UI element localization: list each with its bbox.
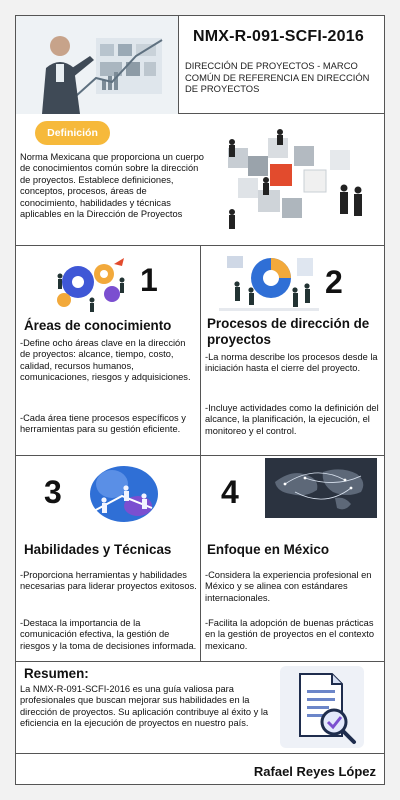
infographic-sheet [15, 15, 385, 785]
sections-row-1 [16, 246, 384, 456]
header-business-image [16, 16, 178, 113]
summary-title: Resumen: [24, 666, 89, 681]
section-2-number: 2 [325, 264, 343, 300]
section-3-cell [16, 456, 200, 661]
world-network-image [265, 458, 377, 518]
gears-team-icon [52, 256, 132, 312]
section-2-title: Procesos de dirección de proyectos [207, 316, 370, 347]
section-1-paragraph-1: -Define ocho áreas clave en la dirección de proyectos: alcance, tiempo, costo, calidad, recursos humanos, comunicaciones, riesgos y adquisiciones. [20, 338, 191, 383]
section-4-paragraph-1: -Considera la experiencia profesional en México y se alinea con estándares internacionales. [205, 570, 372, 603]
summary-text: La NMX-R-091-SCFI-2016 es una guía valiosa para profesionales que buscan mejorar sus habilidades en la dirección de proyectos. Su aplicación contribuye al éxito y la eficiencia en la ejecución de proyectos en nuestro país. [20, 684, 269, 729]
section-1-cell [16, 246, 200, 455]
sections-row-2 [16, 456, 384, 662]
definition-badge: Definición [35, 121, 110, 145]
author-name: Rafael Reyes López [253, 764, 376, 779]
section-1-number: 1 [140, 262, 158, 298]
norm-code-title: NMX-R-091-SCFI-2016 [193, 28, 364, 45]
section-2-paragraph-1: -La norma describe los procesos desde la iniciación hasta el cierre del proyecto. [205, 352, 378, 374]
definition-text: Norma Mexicana que proporciona un cuerpo de conocimientos común sobre la dirección de proyectos. Establece definiciones, conceptos, procesos, áreas de conocimiento, habilidades y técnicas aplicables en la Dirección de Proyectos [20, 152, 204, 220]
section-3-number: 3 [44, 474, 62, 510]
header-text-cell [178, 16, 384, 113]
section-4-paragraph-2: -Facilita la adopción de buenas prácticas en la gestión de proyectos en el contexto mexicano. [205, 618, 375, 651]
section-2-cell [200, 246, 384, 455]
section-3-paragraph-1: -Proporciona herramientas y habilidades necesarias para liderar proyectos exitosos. [20, 570, 197, 592]
process-team-icon [219, 250, 319, 314]
analytics-man-image [16, 16, 178, 114]
section-4-cell [200, 456, 384, 661]
section-3-title: Habilidades y Técnicas [24, 542, 172, 557]
summary-row [16, 662, 384, 754]
team-puzzle-image [208, 128, 376, 232]
skills-team-icon [82, 460, 162, 524]
section-1-paragraph-2: -Cada área tiene procesos específicos y herramientas para su gestión eficiente. [20, 413, 186, 435]
header-row [16, 16, 384, 114]
section-1-title: Áreas de conocimiento [24, 318, 172, 333]
section-2-paragraph-2: -Incluye actividades como la definición del alcance, la planificación, la ejecución, el monitoreo y el control. [205, 403, 379, 436]
section-4-title: Enfoque en México [207, 542, 330, 557]
definition-row [16, 114, 384, 246]
norm-subtitle: DIRECCIÓN DE PROYECTOS - MARCO COMÚN DE REFERENCIA EN DIRECCIÓN DE PROYECTOS [185, 60, 370, 94]
section-4-number: 4 [221, 474, 239, 510]
section-3-paragraph-2: -Destaca la importancia de la comunicación efectiva, la gestión de riesgos y la toma de decisiones informada. [20, 618, 197, 651]
document-search-icon [280, 666, 364, 748]
